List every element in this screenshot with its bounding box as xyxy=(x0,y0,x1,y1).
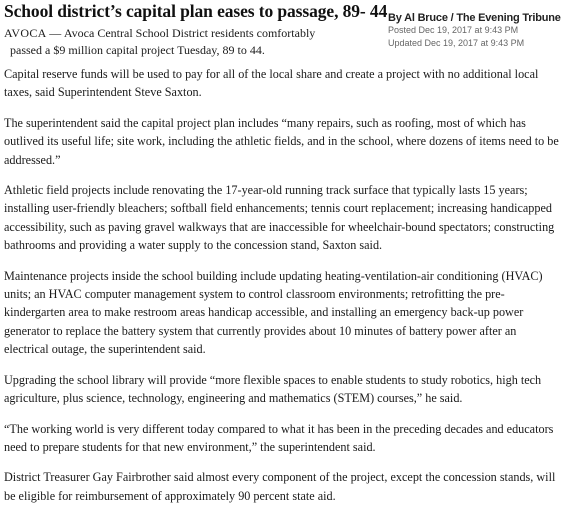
posted-timestamp: Posted Dec 19, 2017 at 9:43 PM xyxy=(388,25,519,35)
byline-block xyxy=(388,12,564,50)
article-body xyxy=(4,65,562,517)
dateline: AVOCA — xyxy=(4,26,62,40)
paragraph: Upgrading the school library will provide “more flexible spaces to enable students to study robotics, high tech agriculture, plus science, technology, engineering and mathematics (STEM) courses,” he said. xyxy=(4,372,542,406)
paragraph: Athletic field projects include renovating the 17-year-old running track surface that typically lasts 15 years; installing user-friendly bleachers; softball field enhancements; tennis court replacement; increasing handicapped accessibility, such as paving gravel walkways that are inaccessible for wheelchair-bound spectators; constructing bathrooms and providing a water supply to the concession stand, Saxton said. xyxy=(4,183,555,253)
paragraph: Maintenance projects inside the school building include updating heating-ventilation-air conditioning (HVAC) units; an HVAC computer management system to control classroom environments; retrofitting the pre-kindergarten area to make restroom areas handicap accessible, and installing an emergency back-up power generator to replace the battery system that currently provides about 10 minutes of battery power after an electrical outage, the superintendent said. xyxy=(4,268,543,357)
lead-text-line1: Avoca Central School District residents comfortably xyxy=(63,26,316,40)
paragraph: District Treasurer Gay Fairbrother said almost every component of the project, except the concession stands, will be eligible for reimbursement of approximately 90 percent state aid. xyxy=(4,470,556,503)
paragraph: “The working world is very different today compared to what it has been in the preceding decades and educators need to prepare students for that new environment,” the superintendent said. xyxy=(4,421,554,454)
lead-text-line2: passed a $9 million capital project Tuesday, 89 to 44. xyxy=(10,43,265,57)
article-lead xyxy=(4,25,389,59)
paragraph: The superintendent said the capital project plan includes “many repairs, such as roofing, most of which has outlived its useful life; site work, including the athletic fields, and in the school, where dozens of items need to be addressed.” xyxy=(4,115,559,167)
byline: By Al Bruce / The Evening Tribune xyxy=(388,12,561,24)
updated-timestamp: Updated Dec 19, 2017 at 9:43 PM xyxy=(388,38,525,48)
article-headline: School district’s capital plan eases to passage, 89- 44 xyxy=(4,1,388,21)
paragraph: Capital reserve funds will be used to pay for all of the local share and create a project with no additional local taxes, said Superintendent Steve Saxton. xyxy=(4,67,539,100)
